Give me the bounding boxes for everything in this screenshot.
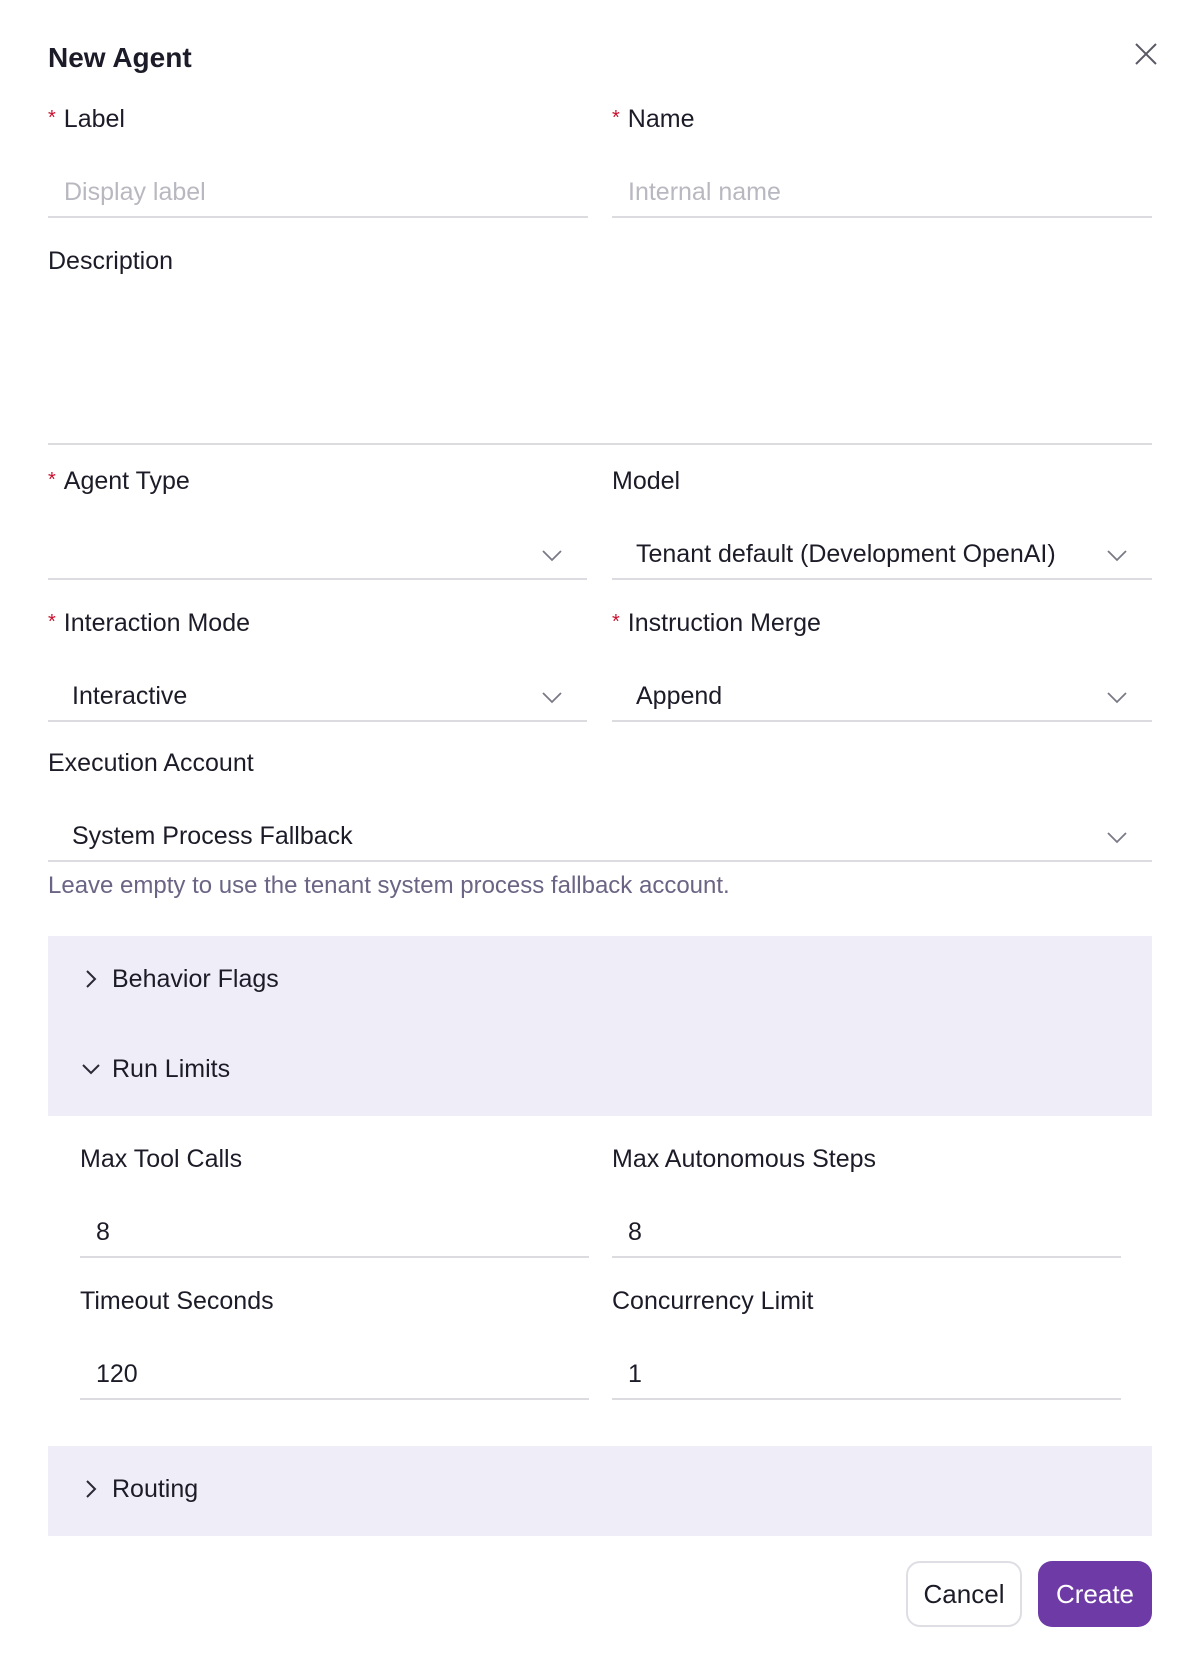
execution-account-field xyxy=(48,746,1152,862)
routing-header[interactable] xyxy=(80,1471,198,1507)
chevron-down-icon xyxy=(1106,544,1128,566)
description-label: Description xyxy=(48,247,174,275)
max-tool-calls-label: Max Tool Calls xyxy=(80,1145,243,1173)
description-underline xyxy=(48,443,1152,445)
model-label: Model xyxy=(612,467,681,495)
interaction-mode-select[interactable] xyxy=(48,674,587,722)
execution-account-helper: Leave empty to use the tenant system process fallback account. xyxy=(48,872,730,899)
chevron-down-icon xyxy=(541,686,563,708)
required-mark: * xyxy=(612,107,620,129)
chevron-down-icon xyxy=(541,544,563,566)
concurrency-limit-label: Concurrency Limit xyxy=(612,1287,814,1315)
close-button[interactable] xyxy=(1130,38,1162,70)
instruction-merge-select[interactable] xyxy=(612,674,1152,722)
required-mark: * xyxy=(48,107,56,129)
interaction-mode-value: Interactive xyxy=(72,682,188,710)
max-tool-calls-input[interactable]: 8 xyxy=(80,1210,589,1258)
cancel-button[interactable]: Cancel xyxy=(906,1561,1022,1627)
max-autonomous-steps-label: Max Autonomous Steps xyxy=(612,1145,877,1173)
required-mark: * xyxy=(612,611,620,633)
execution-account-label: Execution Account xyxy=(48,749,254,777)
routing-panel xyxy=(48,1446,1152,1536)
description-field xyxy=(48,244,1152,440)
dialog-title: New Agent xyxy=(48,42,192,73)
create-button[interactable]: Create xyxy=(1038,1561,1152,1627)
model-field xyxy=(612,464,1152,580)
required-mark: * xyxy=(48,611,56,633)
instruction-merge-field xyxy=(612,606,1152,722)
max-autonomous-steps-input[interactable]: 8 xyxy=(612,1210,1121,1258)
interaction-mode-label: Interaction Mode xyxy=(63,609,251,637)
instruction-merge-label: Instruction Merge xyxy=(627,609,821,637)
max-autonomous-steps-field xyxy=(612,1142,1121,1258)
chevron-down-icon xyxy=(80,1058,102,1080)
agent-type-label: Agent Type xyxy=(63,467,190,495)
concurrency-limit-input[interactable]: 1 xyxy=(612,1352,1121,1400)
run-limits-header[interactable] xyxy=(80,1051,230,1087)
close-icon xyxy=(1133,41,1159,67)
model-select[interactable] xyxy=(612,532,1152,580)
timeout-seconds-input[interactable]: 120 xyxy=(80,1352,589,1400)
label-input[interactable]: Display label xyxy=(48,170,588,218)
instruction-merge-value: Append xyxy=(636,682,723,710)
agent-type-select[interactable] xyxy=(48,532,587,580)
timeout-seconds-field xyxy=(80,1284,589,1400)
timeout-seconds-label: Timeout Seconds xyxy=(80,1287,274,1315)
concurrency-limit-field xyxy=(612,1284,1121,1400)
chevron-down-icon xyxy=(1106,826,1128,848)
label-field-label: Label xyxy=(63,105,125,133)
description-textarea[interactable] xyxy=(48,278,1152,440)
name-input[interactable]: Internal name xyxy=(612,170,1152,218)
max-tool-calls-field xyxy=(80,1142,589,1258)
chevron-right-icon xyxy=(80,1478,102,1500)
name-field xyxy=(612,102,1152,218)
chevron-down-icon xyxy=(1106,686,1128,708)
execution-account-select[interactable] xyxy=(48,814,1152,862)
label-field xyxy=(48,102,588,218)
execution-account-value: System Process Fallback xyxy=(72,822,353,850)
required-mark: * xyxy=(48,469,56,491)
interaction-mode-field xyxy=(48,606,587,722)
model-value: Tenant default (Development OpenAI) xyxy=(636,540,1056,568)
behavior-flags-title: Behavior Flags xyxy=(112,964,279,993)
routing-title: Routing xyxy=(112,1474,199,1503)
run-limits-title: Run Limits xyxy=(112,1054,231,1083)
agent-type-field xyxy=(48,464,587,580)
behavior-flags-header[interactable] xyxy=(80,961,279,997)
chevron-right-icon xyxy=(80,968,102,990)
name-field-label: Name xyxy=(627,105,695,133)
